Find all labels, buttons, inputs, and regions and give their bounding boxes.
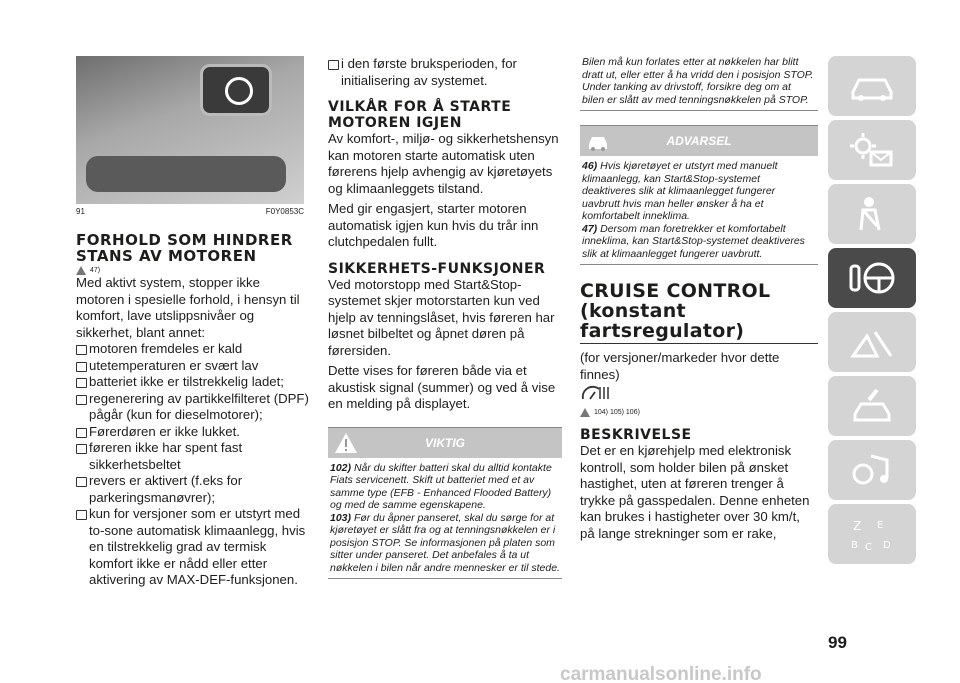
- figure-code: F0Y0853C: [265, 207, 304, 216]
- svg-text:B: B: [851, 540, 858, 551]
- car-icon: [847, 66, 897, 106]
- seatbelt-icon: [847, 194, 897, 234]
- svg-text:Z: Z: [853, 519, 862, 533]
- list-item: Førerdøren er ikke lukket.: [76, 424, 310, 441]
- warning-box-text: 46) Hvis kjøretøyet er utstyrt med manuelt klimaanlegg, kan Start&Stop-systemet deaktiveres slik at klimaanlegget fungerer uavbrutt hvis man heller ønsker å ha et komfortabelt inneklima. 47) Dersom man foretrekker et komfortabelt inneklima, kan Start&Stop-systemet deaktiveres slik at klimaanlegget fungerer uavbrutt.: [582, 160, 805, 260]
- list-item: utetemperaturen er svært lav: [76, 358, 310, 375]
- page-number: 99: [828, 633, 847, 652]
- notice-box: [328, 427, 562, 580]
- chapter-heading: CRUISE CONTROL (konstant fartsregulator): [580, 281, 818, 344]
- footer-watermark: carmanualsonline.info: [560, 664, 762, 683]
- paragraph: Ved motorstopp med Start&Stop-systemet skjer motorstarten kun ved hjelp av tenningslåset, hvis føreren har løsnet bilbeltet og åpnet døren på førersiden.: [328, 276, 555, 358]
- tab-car[interactable]: [828, 56, 916, 116]
- svg-text:C: C: [865, 542, 872, 553]
- tab-safety[interactable]: [828, 184, 916, 244]
- warning-box-continued: Bilen må kun forlates etter at nøkkelen har blitt dratt ut, eller etter å ha vridd den i posisjon STOP. Under tanking av drivstoff, forsikre deg om at bilen er slått av med tenningsnøkkelen på STOP.: [580, 56, 818, 111]
- dashboard-photo: [76, 56, 304, 204]
- chapter-sidebar: [828, 56, 916, 568]
- tab-lights[interactable]: [828, 120, 916, 180]
- column-3: [580, 56, 818, 542]
- notice-title: VIKTIG: [424, 435, 465, 450]
- warning-road-icon: [847, 322, 897, 362]
- figure-caption: [76, 207, 304, 216]
- car-warning-icon: [586, 130, 610, 152]
- list-item: revers er aktivert (f.eks for parkeringsmanøvrer);: [76, 473, 310, 506]
- warning-box-header: [580, 126, 818, 156]
- list-item: regenerering av partikkelfilteret (DPF) pågår (kun for dieselmotorer);: [76, 391, 310, 424]
- section-heading: FORHOLD SOM HINDRER STANS AV MOTOREN: [76, 231, 293, 265]
- wrench-car-icon: [847, 386, 897, 426]
- paragraph: Dette vises for føreren både via et akustisk signal (summer) og ved å vise en melding på displayet.: [328, 363, 556, 411]
- tab-emergency[interactable]: [828, 312, 916, 372]
- tab-maintenance[interactable]: [828, 376, 916, 436]
- notice-box-header: [328, 428, 562, 458]
- list-item: kun for versjoner som er utstyrt med to-sone automatisk klimaanlegg, hvis en tilstrekkelig grad av termisk komfort ikke er nådd eller etter aktivering av MAX-DEF-funksjonen.: [76, 506, 310, 589]
- section-heading: BESKRIVELSE: [580, 427, 692, 443]
- column-2: [328, 56, 562, 579]
- media-icon: [847, 450, 897, 490]
- warning-icon: [76, 266, 86, 275]
- intro-paragraph: Med aktivt system, stopper ikke motoren i spesielle forhold, i hensyn til komfort, lave utslippsnivåer og sikkerhet, blant annet:: [76, 275, 300, 340]
- paragraph: Av komfort-, miljø- og sikkerhetshensyn kan motoren starte automatisk uten førerens hjelp avhengig av kjøretøyets og klimaanleggets tilstand.: [328, 131, 559, 196]
- paragraph: Det er en kjørehjelp med elektronisk kontroll, som holder bilen på ønsket hastighet, uten at føreren trenger å trykke på gasspedalen. Denne enheten kan brukes i hastigheter over 30 km/t, på lange strekninger som er rake,: [580, 443, 810, 541]
- figure-number: 91: [76, 207, 85, 216]
- list-item: batteriet ikke er tilstrekkelig ladet;: [76, 374, 310, 391]
- reference-note: 104) 105) 106): [580, 408, 818, 417]
- list-item: motoren fremdeles er kald: [76, 341, 310, 358]
- notice-box-text: 102) Når du skifter batteri skal du alltid kontakte Fiats servicenett. Skift ut batteriet med et av samme type (EFB - Enhanced Flooded Battery) og med de samme egenskapene. 103) Før du åpner panseret, skal du sørge for at kjøretøyet er slått fra og at tenningsnøkkelen er i posisjon STOP. Se informasjonen på platen som sitter under panseret. Det anbefales å ta ut nøkkelen i bilen når andre mennesker er til stede.: [330, 461, 560, 574]
- warning-title: ADVARSEL: [666, 134, 732, 148]
- tab-index[interactable]: [828, 504, 916, 564]
- svg-text:D: D: [883, 540, 891, 551]
- index-letters-icon: [847, 514, 897, 554]
- section-heading: VILKÅR FOR Å STARTE MOTOREN IGJEN: [328, 99, 512, 131]
- start-stop-button-icon: [200, 64, 272, 116]
- warning-box: [580, 125, 818, 265]
- section-heading: SIKKERHETS-FUNKSJONER: [328, 260, 546, 277]
- column-1: [76, 56, 310, 589]
- tab-starting-driving[interactable]: [828, 248, 916, 308]
- reference-note: 47): [76, 266, 310, 275]
- tab-multimedia[interactable]: [828, 440, 916, 500]
- condition-list: [76, 341, 310, 589]
- key-wheel-icon: [847, 258, 897, 298]
- versions-note: (for versjoner/markeder hvor dette finnes): [580, 350, 780, 382]
- warning-triangle-icon: [334, 432, 358, 454]
- svg-text:E: E: [877, 520, 884, 531]
- cruise-control-icon: [580, 383, 610, 401]
- paragraph: Med gir engasjert, starter motoren automatisk igjen kun hvis du trår inn clutchpedalen fullt.: [328, 201, 539, 249]
- list-item: i den første bruksperioden, for initialisering av systemet.: [328, 56, 562, 89]
- list-item: føreren ikke har spent fast sikkerhetsbeltet: [76, 440, 310, 473]
- warning-icon: [580, 408, 590, 417]
- sun-mail-icon: [847, 130, 897, 170]
